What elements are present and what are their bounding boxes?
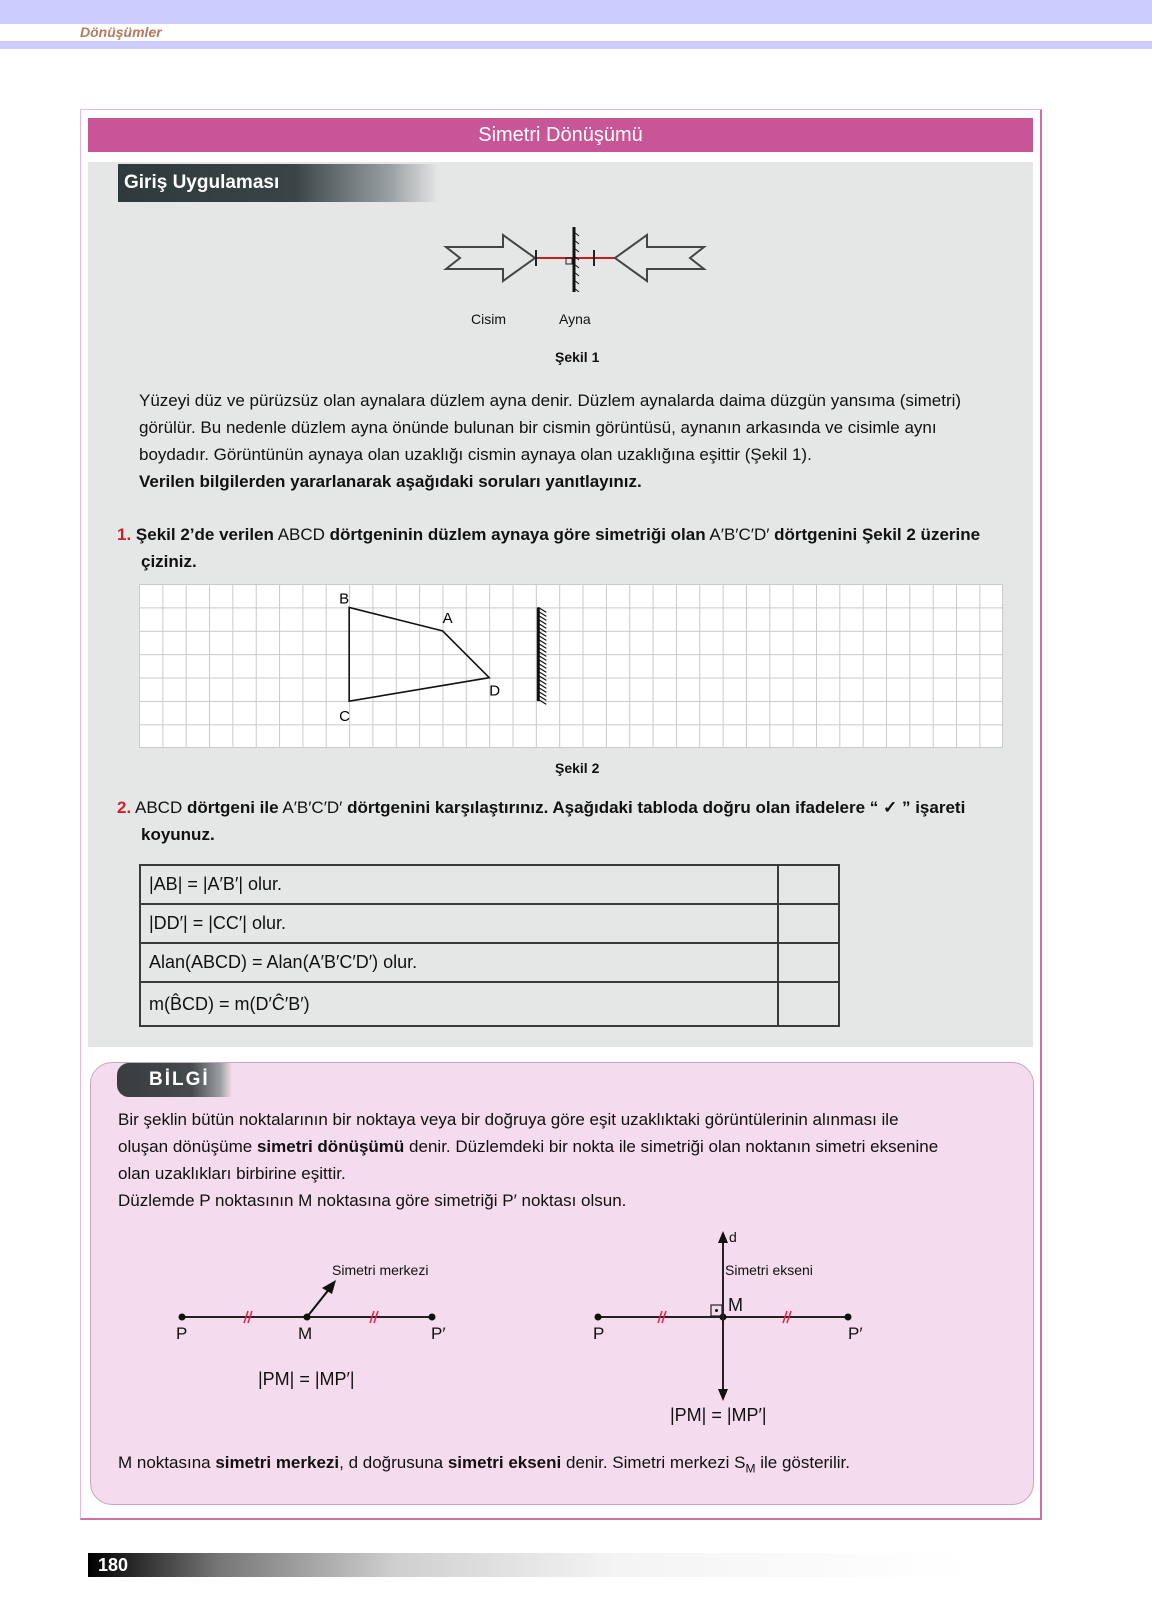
term: simetri dönüşümü [256, 1137, 405, 1156]
shape-name: ABCD [134, 798, 183, 817]
point-P [179, 1314, 186, 1321]
question-number: 2. [117, 798, 132, 817]
check-cell[interactable] [778, 865, 839, 904]
table-row [140, 982, 839, 1026]
point-Pp [845, 1314, 852, 1321]
vertex-label-B: B [339, 590, 350, 608]
term: simetri ekseni [447, 1453, 562, 1472]
running-title: Dönüşümler [80, 24, 162, 40]
footer-bar [88, 1553, 968, 1577]
axis-equation: |PM| = |MP′| [670, 1405, 767, 1425]
center-equation: |PM| = |MP′| [258, 1369, 355, 1389]
object-label: Cisim [471, 311, 506, 327]
question2 [117, 794, 1032, 848]
center-annotation: Simetri merkezi [332, 1262, 429, 1278]
mirror-label: Ayna [559, 311, 591, 327]
shape-name: ABCD [277, 525, 325, 544]
table-row [140, 865, 839, 904]
pointer-arrow [307, 1288, 330, 1317]
label-Pp: P′ [848, 1324, 863, 1343]
image-shape-name: A′B′C′D′ [282, 798, 343, 817]
statement-cell: |DD′| = |CC′| olur. [140, 904, 778, 943]
question-text: çiziniz. [141, 552, 197, 571]
info-final [118, 1449, 1018, 1482]
vertex-label-C: C [339, 708, 351, 726]
info-line: Bir şeklin bütün noktalarının bir noktaya veya bir doğruya göre eşit uzaklıktaki görüntülerinin alınması ile [118, 1110, 899, 1129]
text: oluşan dönüşüme [118, 1137, 253, 1156]
intro-tag: Giriş Uygulaması [118, 164, 438, 202]
question-text: dörtgenini Şekil 2 üzerine [774, 525, 981, 544]
vertex-label-D: D [489, 682, 501, 700]
label-M: M [728, 1295, 743, 1315]
object-arrow [446, 235, 535, 281]
paragraph-line: Yüzeyi düz ve pürüzsüz olan aynalara düzlem ayna denir. Düzlem aynalarda daima düzgün yansıma (simetri) [139, 391, 962, 410]
figure2-quadrilateral [139, 584, 1003, 748]
label-M: M [298, 1324, 313, 1343]
vertex-label-A: A [442, 609, 453, 627]
comparison-table [139, 864, 840, 1027]
paragraph-line: boydadır. Görüntünün aynaya olan uzaklığı cismin aynaya olan uzaklığına eşittir (Şekil 1). [139, 445, 812, 464]
axis-annotation: Simetri ekseni [725, 1262, 813, 1278]
info-tag: BİLGİ [117, 1063, 232, 1097]
info-line: Düzlemde P noktasının M noktasına göre simetriği P′ noktası olsun. [118, 1191, 627, 1210]
label-P: P [593, 1324, 605, 1343]
intro-paragraph [139, 387, 1019, 495]
info-line: olan uzaklıkları birbirine eşittir. [118, 1164, 346, 1183]
term: simetri merkezi [215, 1453, 340, 1472]
label-P: P [176, 1324, 188, 1343]
figure1-mirror-diagram [440, 222, 710, 292]
header-band [0, 0, 1152, 24]
table-row [140, 904, 839, 943]
header-band-lower [0, 41, 1152, 49]
arrow-head-icon [322, 1280, 336, 1294]
figure2-caption: Şekil 2 [555, 760, 600, 776]
question-text: dörtgeni ile [186, 798, 279, 817]
check-cell[interactable] [778, 943, 839, 982]
table-row [140, 943, 839, 982]
statement-cell: Alan(ABCD) = Alan(A′B′C′D′) olur. [140, 943, 778, 982]
arrow-up-icon [718, 1231, 728, 1243]
question-text: dörtgeninin düzlem aynaya göre simetriği olan [329, 525, 706, 544]
arrow-down-icon [718, 1389, 728, 1401]
check-cell[interactable] [778, 982, 839, 1026]
text: , d doğrusuna [339, 1453, 444, 1472]
text: ile gösterilir. [755, 1453, 850, 1472]
symmetry-axis-diagram [590, 1225, 860, 1405]
page-number: 180 [98, 1555, 129, 1575]
question-text: Şekil 2’de verilen [135, 525, 274, 544]
text: M noktasına [118, 1453, 211, 1472]
question-text: dörtgenini karşılaştırınız. Aşağıdaki tabloda doğru olan ifadelere “ ✓ ” işareti [347, 798, 966, 817]
instruction: Verilen bilgilerden yararlanarak aşağıdaki soruları yanıtlayınız. [139, 472, 642, 491]
axis-label-d: d [729, 1229, 737, 1245]
info-line [118, 1133, 1018, 1160]
right-angle-dot [715, 1309, 718, 1312]
image-arrow [615, 235, 704, 281]
question-text: koyunuz. [141, 825, 215, 844]
point-P [595, 1314, 602, 1321]
statement-cell: |AB| = |A′B′| olur. [140, 865, 778, 904]
figure1-caption: Şekil 1 [555, 349, 600, 365]
section-title: Simetri Dönüşümü [88, 118, 1033, 152]
paragraph-line: görülür. Bu nedenle düzlem ayna önünde bulunan bir cismin görüntüsü, aynanın arkasında ve cisimle aynı [139, 418, 937, 437]
question-number: 1. [117, 525, 132, 544]
text: denir. Simetri merkezi S [565, 1453, 746, 1472]
question1 [117, 521, 1032, 575]
text: denir. Düzlemdeki bir nokta ile simetriği olan noktanın simetri eksenine [409, 1137, 939, 1156]
label-Pp: P′ [431, 1324, 446, 1343]
image-shape-name: A′B′C′D′ [709, 525, 770, 544]
subscript: M [745, 1461, 756, 1476]
quadrilateral-ABCD [349, 607, 489, 701]
point-Pp [429, 1314, 436, 1321]
check-cell[interactable] [778, 904, 839, 943]
statement-cell: m(B̂CD) = m(D′Ĉ′B′) [140, 982, 778, 1026]
info-text [118, 1106, 1018, 1214]
mirror [538, 607, 546, 704]
